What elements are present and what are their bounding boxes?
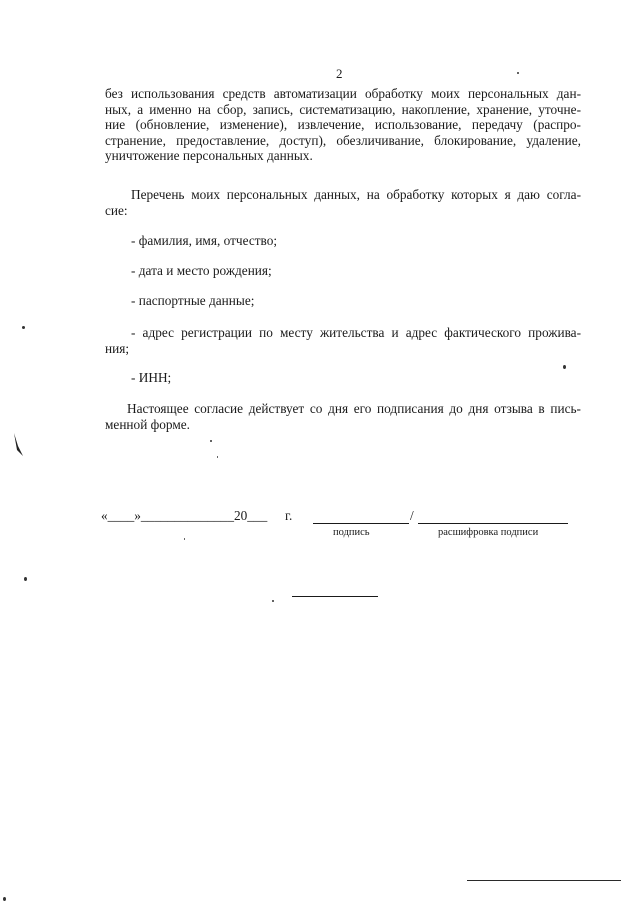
- footer-rule: [467, 880, 621, 881]
- scan-speck: [563, 365, 566, 369]
- text-line: менной форме.: [105, 416, 190, 432]
- text-line: странение, предоставление, доступ), обезличивание, блокирование, удаление,: [105, 132, 581, 148]
- day-blank: «____»: [101, 508, 141, 523]
- date-field[interactable]: [101, 508, 267, 524]
- scan-speck: [210, 440, 212, 442]
- validity-paragraph: [105, 401, 581, 432]
- scan-speck: [22, 326, 25, 329]
- divider-rule: [292, 596, 378, 597]
- scan-speck: [3, 897, 6, 901]
- text-line: - адрес регистрации по месту жительства и адрес фактического прожива-: [131, 325, 581, 340]
- scan-speck: [517, 72, 519, 74]
- list-item-inn: - ИНН;: [131, 370, 172, 385]
- page-number: 2: [336, 66, 343, 81]
- list-item-passport: - паспортные данные;: [131, 293, 255, 308]
- text-line: Настоящее согласие действует со дня его подписания до дня отзыва в пись-: [127, 401, 581, 416]
- text-line: без использования средств автоматизации обработку моих персональных дан-: [105, 86, 581, 101]
- month-blank: ______________: [140, 508, 234, 523]
- scan-speck: [272, 600, 274, 602]
- data-list-intro-paragraph: [105, 187, 581, 218]
- scan-artifact-mark: [13, 432, 25, 458]
- year-prefix: 20: [233, 508, 248, 523]
- year-blank: ___: [247, 508, 268, 523]
- text-line: сие:: [105, 202, 128, 218]
- text-line: Перечень моих персональных данных, на обработку которых я даю согла-: [131, 187, 581, 202]
- text-line: ных, а именно на сбор, запись, систематизацию, накопление, хранение, уточне-: [105, 101, 581, 117]
- signature-separator: /: [410, 508, 414, 523]
- list-item-birth: - дата и место рождения;: [131, 263, 272, 278]
- list-item-full-name: - фамилия, имя, отчество;: [131, 233, 278, 248]
- consent-processing-paragraph: [105, 86, 581, 164]
- text-line: уничтожение персональных данных.: [105, 148, 313, 164]
- signature-line[interactable]: [313, 523, 409, 524]
- scan-speck: [24, 577, 27, 581]
- signature-decode-caption: расшифровка подписи: [438, 527, 539, 538]
- list-item-address: [105, 325, 581, 356]
- text-line: ние (обновление, изменение), извлечение, использование, передачу (распро-: [105, 117, 581, 133]
- text-line: ния;: [105, 340, 130, 356]
- scan-speck: [184, 538, 185, 540]
- signature-caption: подпись: [333, 527, 370, 538]
- signature-decode-line[interactable]: [418, 523, 568, 524]
- scan-speck: [217, 456, 218, 458]
- year-suffix: г.: [285, 508, 293, 523]
